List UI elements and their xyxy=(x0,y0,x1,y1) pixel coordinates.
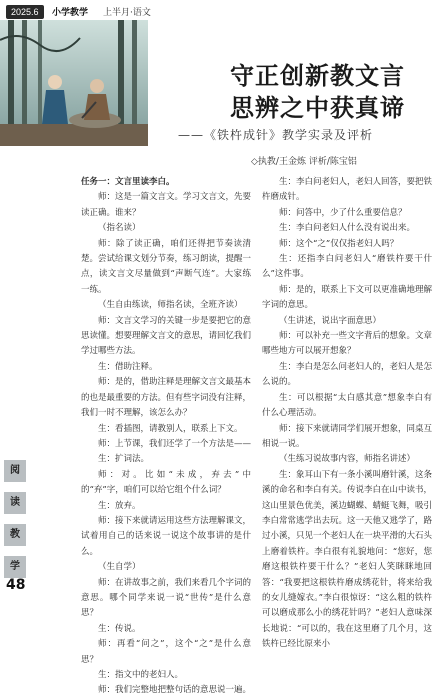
hero-illustration xyxy=(0,20,148,146)
task-heading: 任务一：文言里读李白。 xyxy=(81,177,175,187)
section-tab: 读 xyxy=(4,492,26,514)
dialogue-paragraph: 生：可以根据“太白感其意”想象李白有什么心理活动。 xyxy=(262,392,432,419)
dialogue-paragraph: 师：接下来就请运用这些方法理解课文，试着用自己的话来说一说这个故事讲的是什么。 xyxy=(81,515,252,557)
dialogue-paragraph: 生：看插图，请教别人，联系上下文。 xyxy=(98,423,243,434)
dialogue-paragraph: 生：李白问老妇人什么没有说出来。 xyxy=(279,223,416,234)
dialogue-paragraph: 师：可以补充一些文字背后的想象。文章哪些地方可以展开想象？ xyxy=(262,331,432,357)
page-number: 48 xyxy=(6,577,26,593)
dialogue-paragraph: 师：接下来就请同学们展开想象，同桌互相说一说。 xyxy=(262,423,432,449)
section-tabs xyxy=(4,460,30,588)
dialogue-paragraph: 生：借助注释。 xyxy=(98,361,158,372)
dialogue-paragraph: 生：还指李白问老妇人“磨铁杵要干什么”这件事。 xyxy=(262,254,432,280)
author-credit: ◇执教/王金炼 评析/陈宝铝 xyxy=(251,157,357,167)
dialogue-paragraph: （生练习说故事内容，师指名讲述） xyxy=(279,454,416,465)
section-tab: 教 xyxy=(4,524,26,546)
dialogue-paragraph: 师：我们完整地把整句话的意思说一遍。 xyxy=(98,685,252,696)
dialogue-paragraph: 师：除了读正确，咱们还得把节奏读清楚。尝试给课文划分节奏，练习朗读，提醒一点，读文言文尽量做到“声断气连”。大家练一练。 xyxy=(81,238,252,295)
magazine-name: 小学教学 xyxy=(52,8,89,18)
issue-badge: 2025.6 xyxy=(6,5,44,19)
dialogue-paragraph: 师：是的，借助注释是理解文言文最基本的也是最重要的方法。但有些字词没有注释，我们一时不理解，该怎么办？ xyxy=(81,377,252,419)
dialogue-paragraph: 生：放弃。 xyxy=(98,500,141,511)
dialogue-paragraph: （生讲述，说出字面意思） xyxy=(279,315,382,326)
dialogue-paragraph: 生：象耳山下有一条小溪叫磨针溪，这条溪的命名和李白有关。传说李白在山中读书，这山里景色优美，溪边蝴蝶、蜻蜓飞舞，吸引李白常常逃学出去玩。这一天他又逃学了，路过小溪，只见一个老妇人在一块平滑的大石头上磨着铁杵。李白很有礼貌地问：“您好，您磨这根铁杵要干什么？”老妇人笑眯眯地回答：“我要把这根铁杵磨成绣花针，将来给我的女儿缝嫁衣。”李白很惊讶：“这么粗的铁杵可以磨成那么小的绣花针吗？”老妇人意味深长地说：“可以的，我在这里磨了几个月，这铁杵已经比原来小 xyxy=(262,469,432,650)
dialogue-paragraph: （生自学） xyxy=(98,562,141,573)
article-subtitle: ——《铁杵成针》教学实录及评析 xyxy=(178,128,374,142)
old-woman-grinding-illustration xyxy=(0,20,148,146)
dialogue-paragraph: 生：指文中的老妇人。 xyxy=(98,670,184,680)
article-title-line1: 守正创新教文言 xyxy=(230,62,405,90)
dialogue-paragraph: 师：这个“之”仅仅指老妇人吗？ xyxy=(279,238,399,249)
article-title-line2: 思辨之中获真谛 xyxy=(230,94,405,122)
dialogue-paragraph: （生自由练读，师指名读，全班齐读） xyxy=(98,300,243,311)
dialogue-paragraph: 师：这是一篇文言文。学习文言文，先要读正确。谁来？ xyxy=(81,192,252,218)
section-tab: 学 xyxy=(4,556,26,578)
dialogue-paragraph: 师：文言文学习的关键一步是要把它的意思读懂。想要理解文言文的意思，请回忆我们学过哪些方法。 xyxy=(81,315,252,357)
dialogue-paragraph: 师：对。比如“未成，弃去”中的“弃”字，咱们可以给它组个什么词？ xyxy=(81,469,251,496)
dialogue-paragraph: 师：上节课，我们还学了一个方法是—— xyxy=(98,438,252,449)
dialogue-paragraph: （指名读） xyxy=(98,223,141,234)
dialogue-paragraph: 师：是的，联系上下文可以更准确地理解字词的意思。 xyxy=(262,284,432,311)
section-tab: 阅 xyxy=(4,460,26,482)
dialogue-paragraph: 生：李白是怎么问老妇人的，老妇人是怎么说的。 xyxy=(262,361,432,388)
dialogue-paragraph: 生：李白问老妇人，老妇人回答，要把铁杵磨成针。 xyxy=(262,177,432,203)
dialogue-paragraph: 生：扩词法。 xyxy=(98,454,150,465)
magazine-edition: 上半月·语文 xyxy=(103,8,151,18)
dialogue-paragraph: 师：再看“问之”，这个“之”是什么意思？ xyxy=(81,639,251,665)
dialogue-paragraph: 生：传说。 xyxy=(98,623,141,634)
left-text-column xyxy=(81,175,252,696)
dialogue-paragraph: 师：问答中，少了什么重要信息？ xyxy=(279,207,407,218)
right-text-column xyxy=(262,175,432,650)
dialogue-paragraph: 师：在讲故事之前，我们来看几个字词的意思。哪个同学来说一说“世传”是什么意思？ xyxy=(81,577,252,619)
